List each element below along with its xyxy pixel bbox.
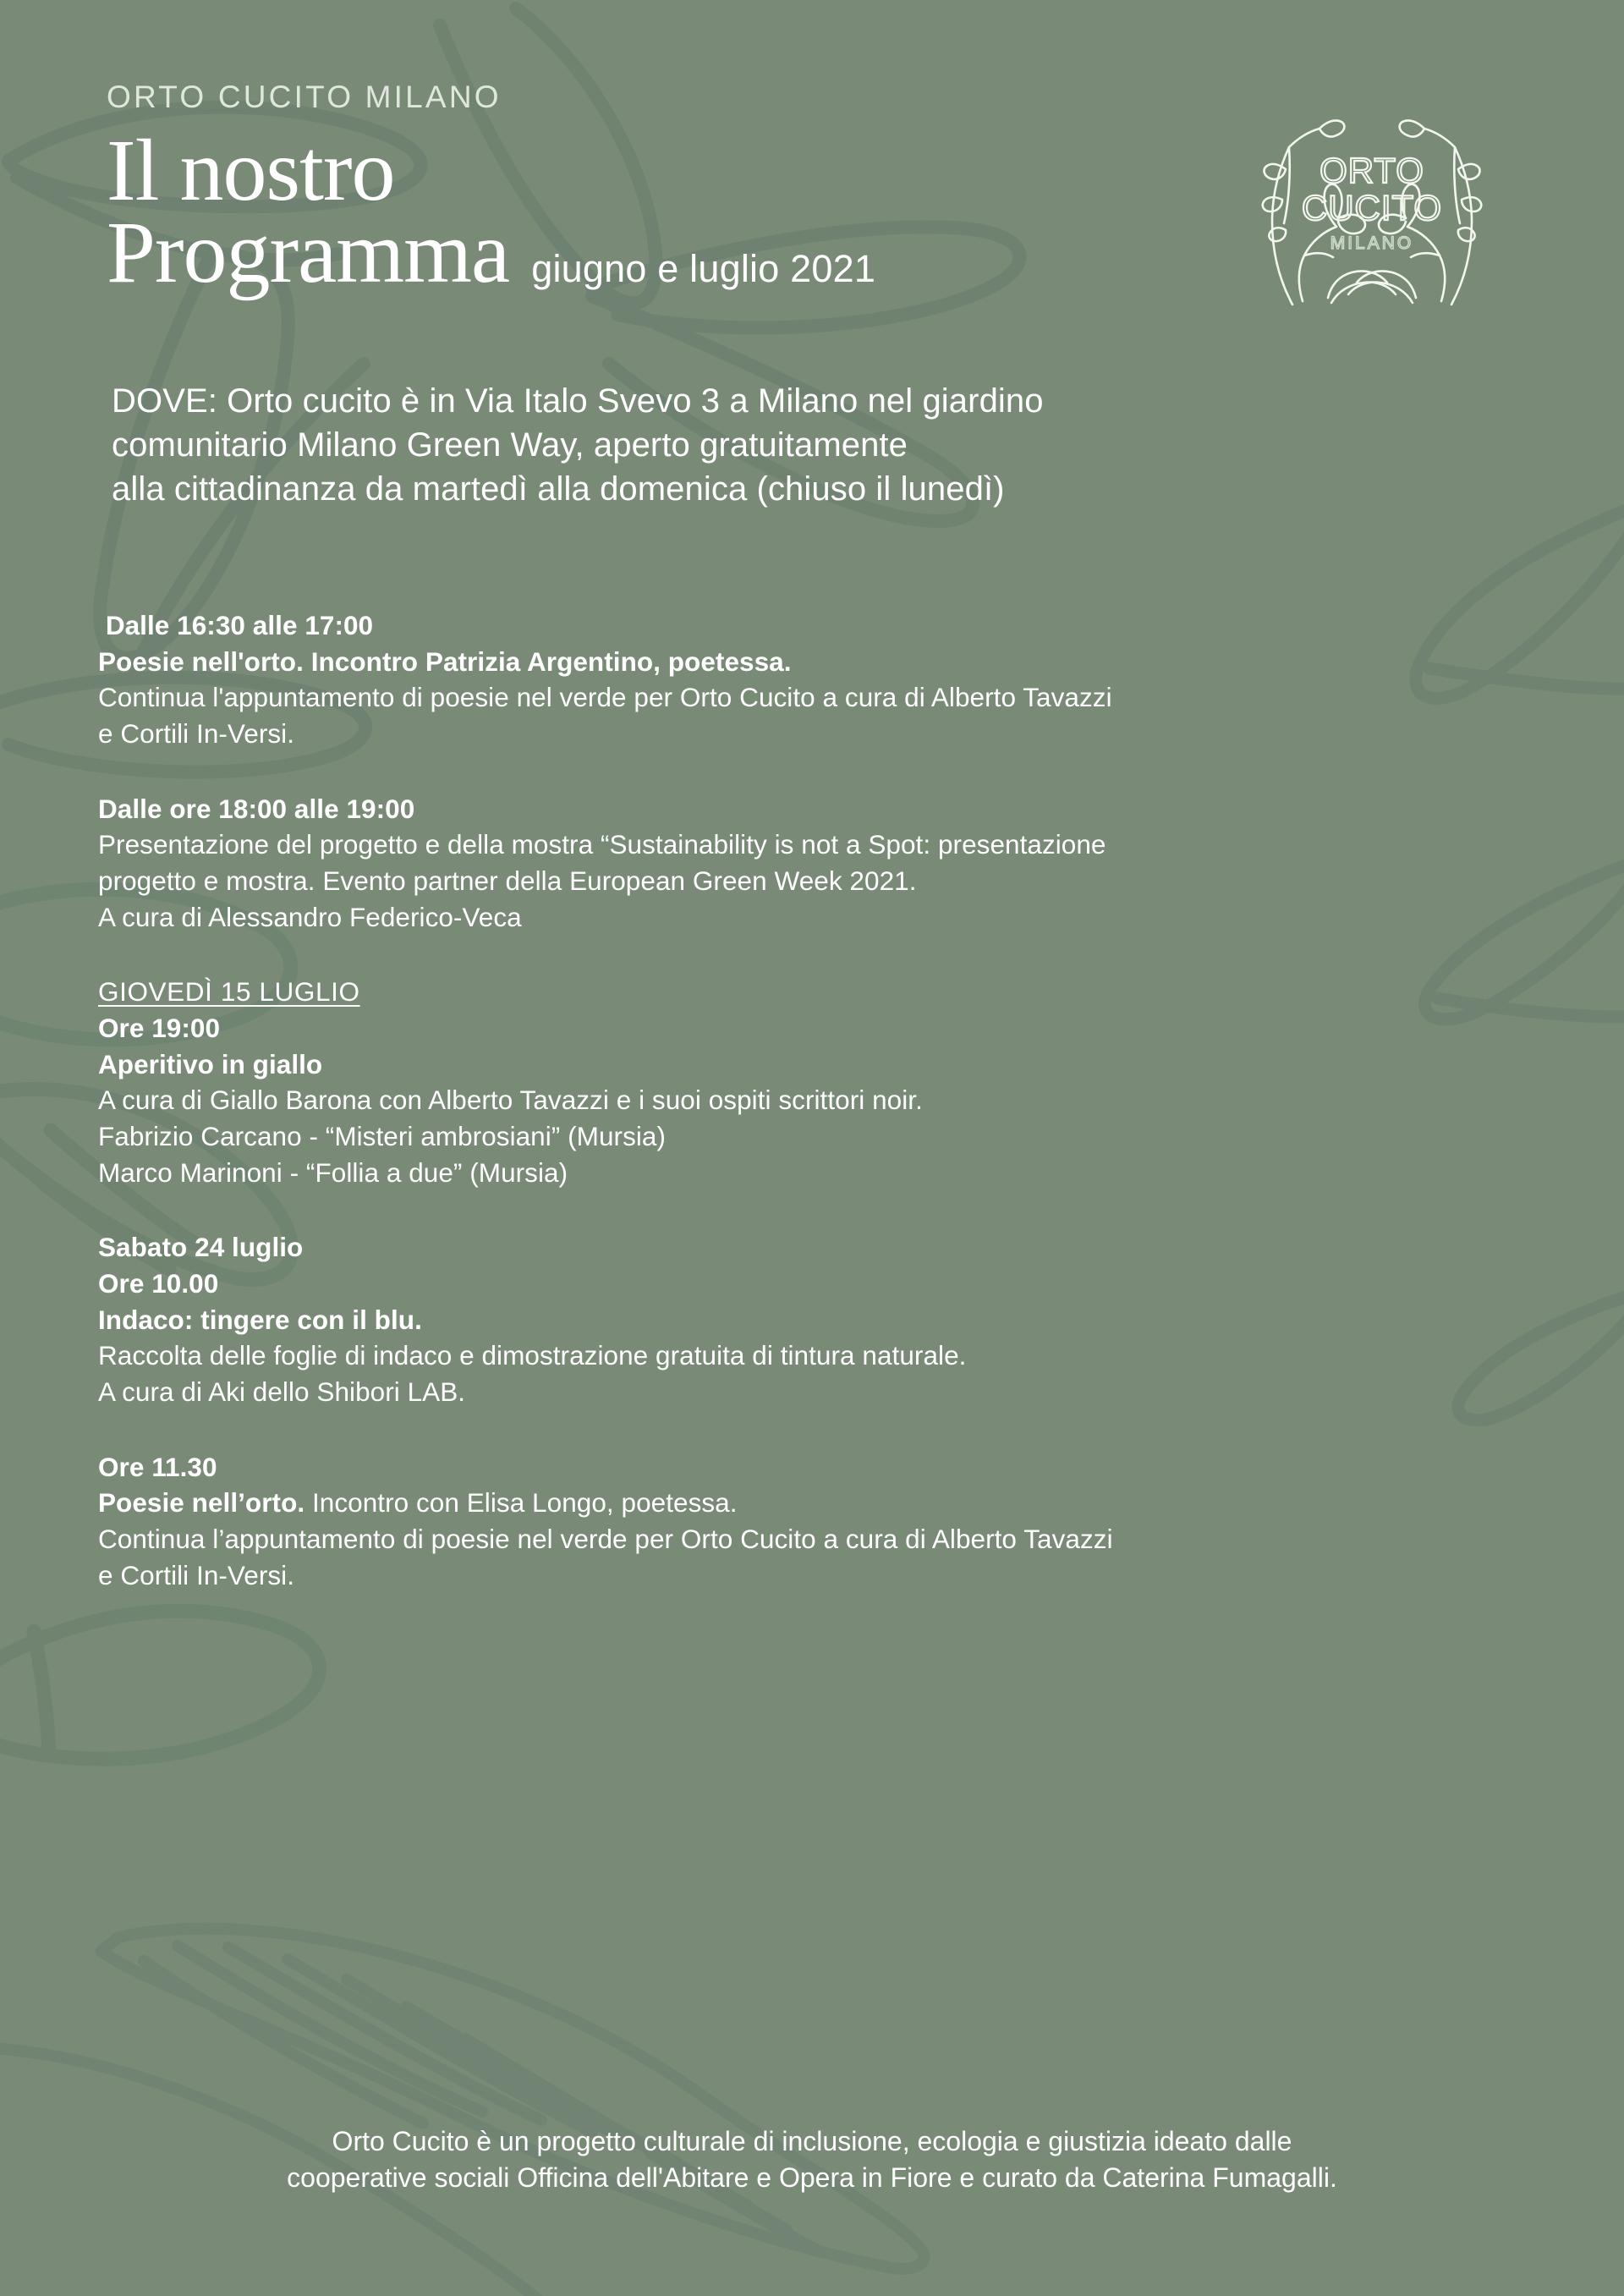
event-line: Poesie nell'orto. Incontro Patrizia Argentino, poetessa.	[98, 645, 792, 677]
poster-header	[107, 81, 1206, 299]
event-line: Dalle ore 18:00 alle 19:00	[98, 793, 415, 824]
event-line: Ore 11.30	[98, 1451, 217, 1482]
poster-footer	[0, 2123, 1624, 2196]
event-block	[98, 607, 1553, 752]
event-line: e Cortili In-Versi.	[98, 718, 295, 750]
event-line: progetto e mostra. Evento partner della European Green Week 2021.	[98, 865, 917, 897]
programme-list	[98, 607, 1553, 1593]
orto-cucito-logo	[1220, 95, 1524, 306]
page-title	[107, 122, 1206, 301]
location-line-2: comunitario Milano Green Way, aperto gratuitamente	[112, 426, 908, 464]
event-line: Ore 19:00	[98, 1013, 221, 1044]
title-line-1: Il nostro	[107, 122, 395, 219]
title-line-2: Programma	[107, 204, 510, 301]
footer-line-1: Orto Cucito è un progetto culturale di inclusione, ecologia e giustizia ideato dalle	[332, 2125, 1292, 2156]
event-line-rest: Incontro con Elisa Longo, poetessa.	[304, 1487, 738, 1519]
location-line-3: alla cittadinanza da martedì alla domenica (chiuso il lunedì)	[112, 470, 1005, 508]
event-block	[98, 791, 1553, 936]
event-block	[98, 1229, 1553, 1409]
event-line: Continua l'appuntamento di poesie nel verde per Orto Cucito a cura di Alberto Tavazzi	[98, 682, 1112, 713]
event-line: e Cortili In-Versi.	[98, 1559, 295, 1590]
event-line: Continua l’appuntamento di poesie nel verde per Orto Cucito a cura di Alberto Tavazzi	[98, 1524, 1113, 1555]
logo-text-cucito: CUCITO	[1301, 188, 1443, 228]
event-line-emphasis: Poesie nell’orto.	[98, 1487, 305, 1519]
event-line: Raccolta delle foglie di indaco e dimostrazione gratuita di tintura naturale.	[98, 1340, 967, 1371]
event-line	[98, 1485, 1553, 1521]
location-line-1: DOVE: Orto cucito è in Via Italo Svevo 3 a Milano nel giardino	[112, 382, 1044, 420]
event-block	[98, 974, 1553, 1190]
event-line: Aperitivo in giallo	[98, 1048, 323, 1079]
logo-text-milano: MILANO	[1330, 233, 1414, 253]
event-line: Ore 10.00	[98, 1268, 219, 1299]
event-line: Dalle 16:30 alle 17:00	[98, 610, 374, 640]
event-line: Fabrizio Carcano - “Misteri ambrosiani” (Mursia)	[98, 1121, 667, 1152]
footer-line-2: cooperative sociali Officina dell'Abitare e Opera in Fiore e curato da Caterina Fumagalli.	[287, 2161, 1337, 2193]
event-line: GIOVEDÌ 15 LUGLIO	[98, 976, 360, 1008]
event-line: A cura di Giallo Barona con Alberto Tavazzi e i suoi ospiti scrittori noir.	[98, 1085, 923, 1116]
event-line: A cura di Alessandro Federico-Veca	[98, 901, 522, 932]
brand-kicker: ORTO CUCITO MILANO	[107, 80, 502, 114]
location-info	[112, 379, 1516, 511]
event-line: Presentazione del progetto e della mostra “Sustainability is not a Spot: presentazione	[98, 829, 1106, 860]
event-line: Marco Marinoni - “Follia a due” (Mursia)	[98, 1156, 568, 1188]
title-subtitle: giugno e luglio 2021	[531, 246, 876, 290]
event-line: Indaco: tingere con il blu.	[98, 1304, 422, 1335]
event-line: A cura di Aki dello Shibori LAB.	[98, 1376, 466, 1408]
event-block	[98, 1449, 1553, 1594]
event-line: Sabato 24 luglio	[98, 1232, 304, 1263]
logo-text-orto: ORTO	[1320, 151, 1424, 190]
